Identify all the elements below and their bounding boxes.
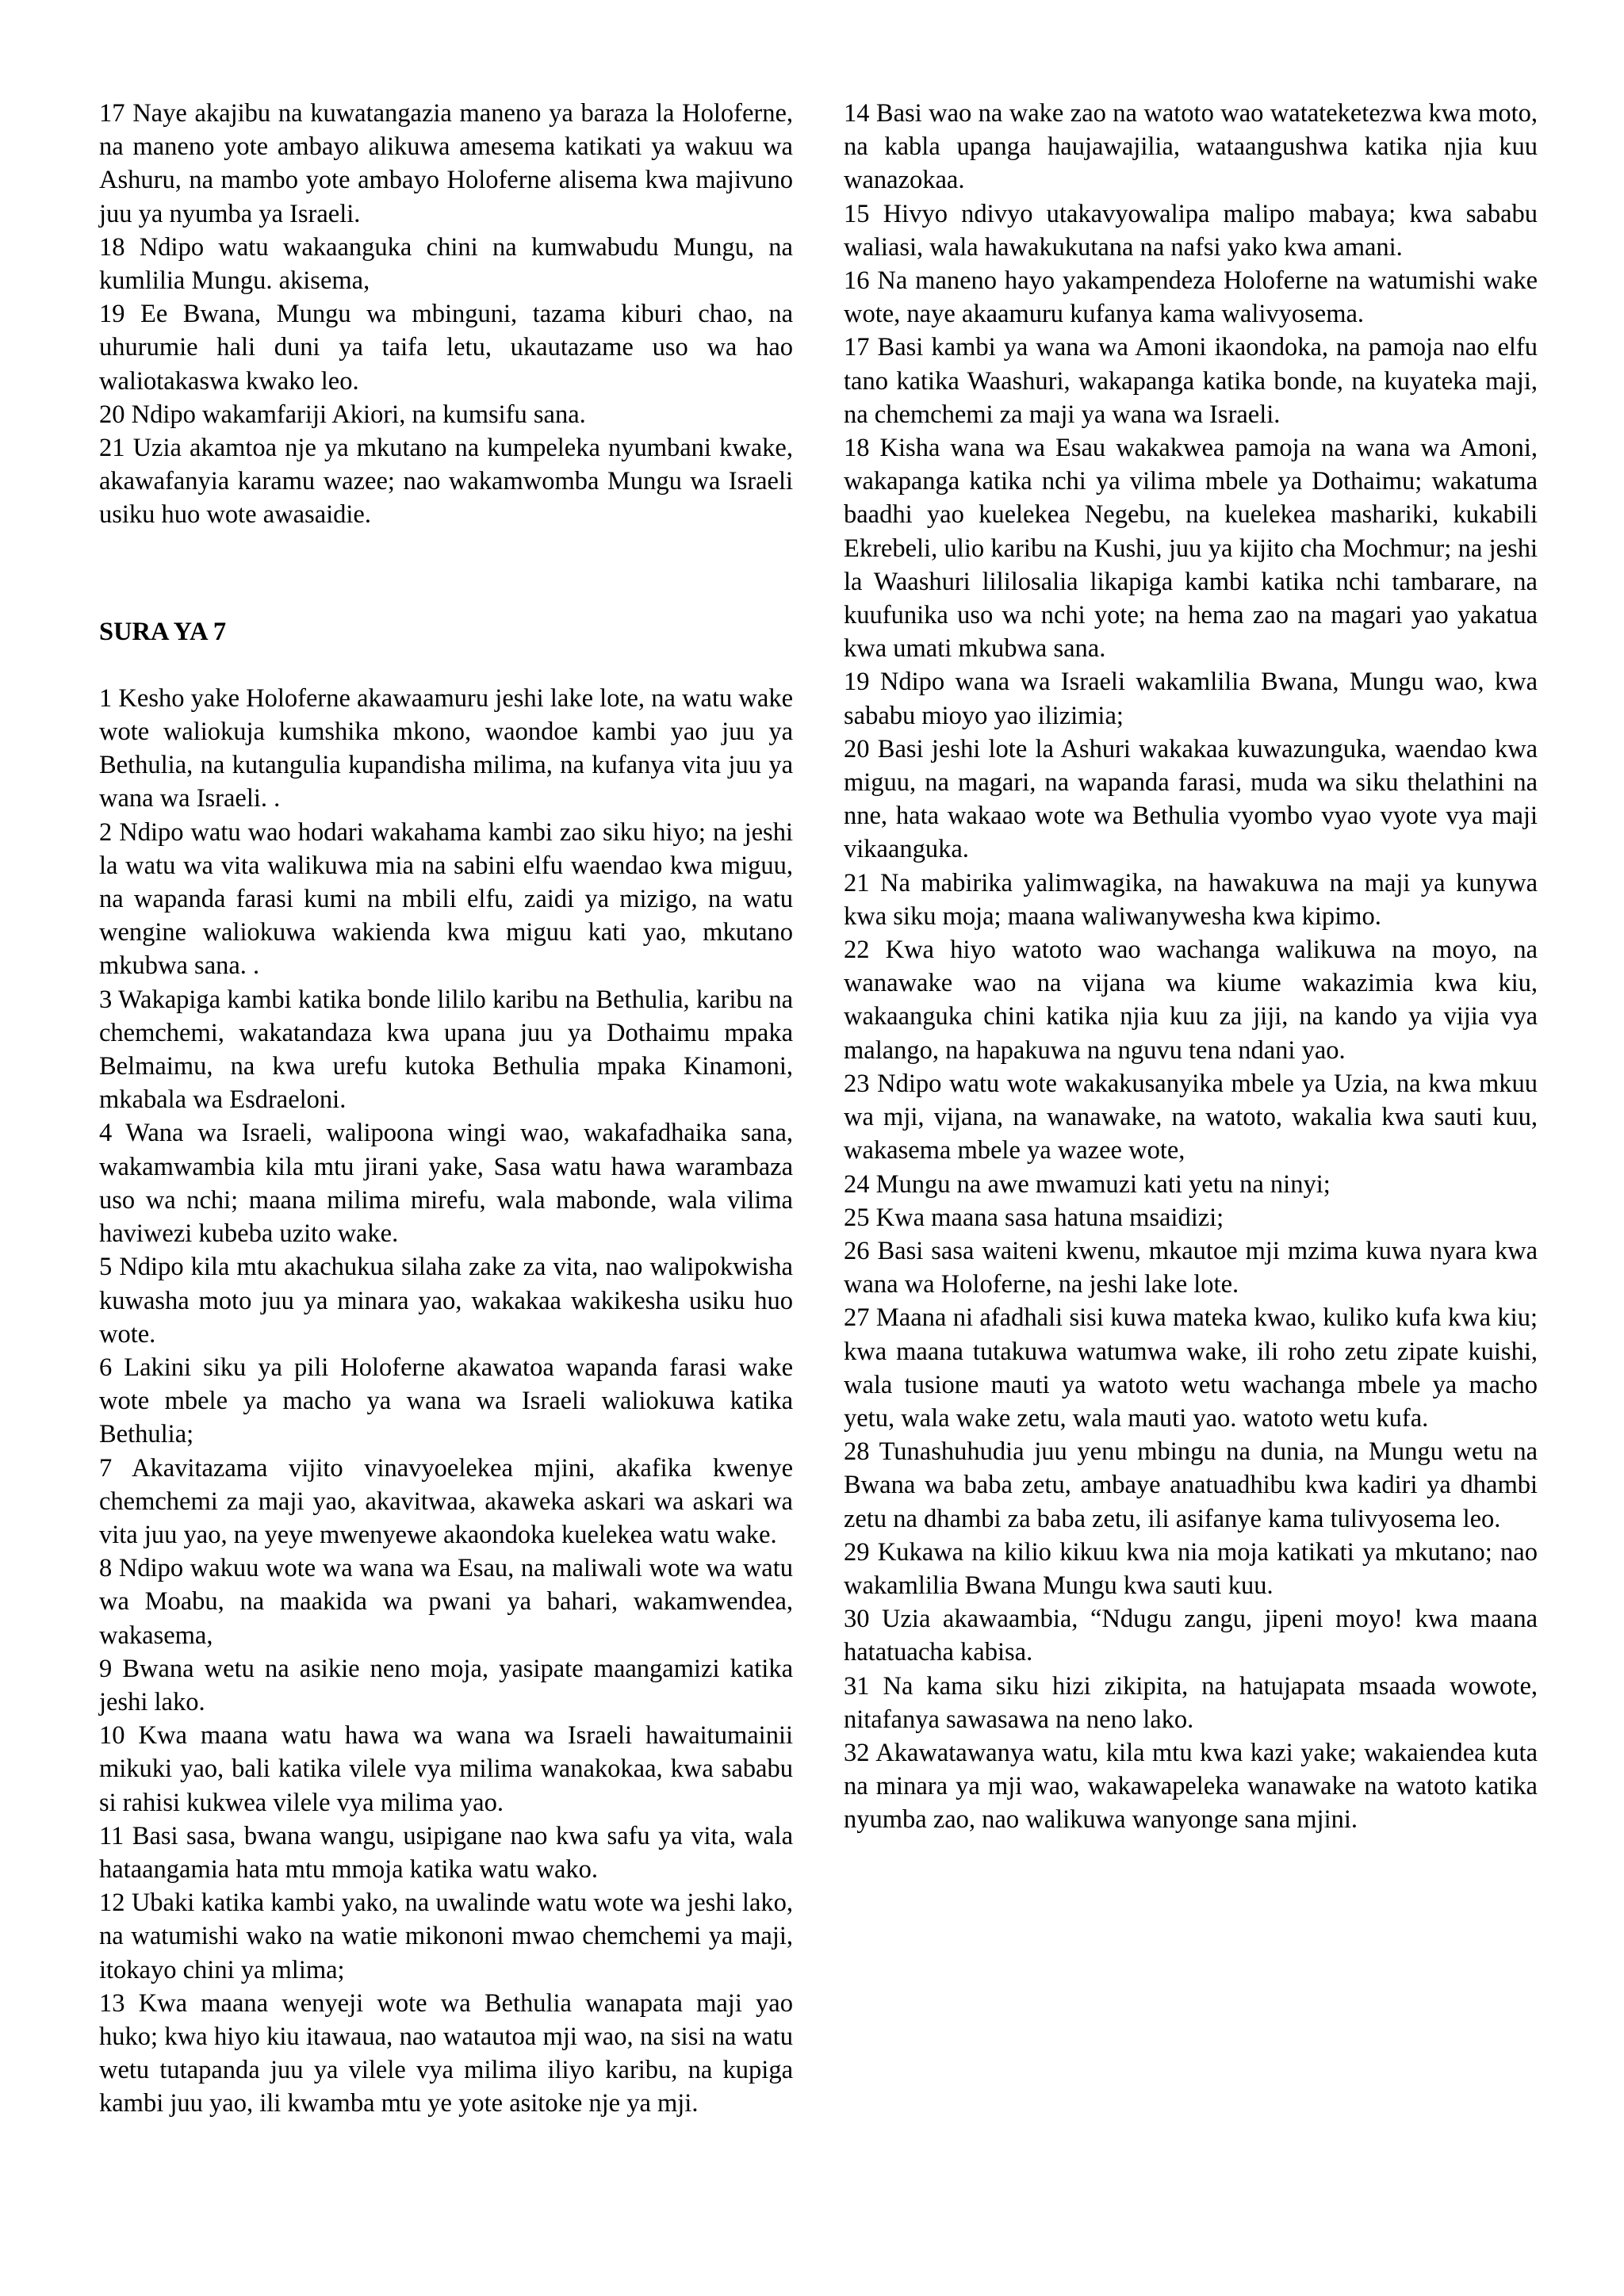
verse: 3 Wakapiga kambi katika bonde lililo karibu na Bethulia, karibu na chemchemi, wakatandaza kwa upana juu ya Dothaimu mpaka Belmaimu, na kwa urefu kutoka Bethulia mpaka Kinamoni, mkabala wa Esdraeloni. (99, 985, 793, 1115)
spacer (99, 649, 793, 682)
left-column (99, 97, 793, 2121)
chapter-heading: SURA YA 7 (99, 617, 227, 646)
verse: 6 Lakini siku ya pili Holoferne akawatoa wapanda farasi wake wote mbele ya macho ya wana wa Israeli waliokuwa katika Bethulia; (99, 1353, 793, 1449)
verse: 7 Akavitazama vijito vinavyoelekea mjini, akafika kwenye chemchemi za maji yao, akavitwaa, akaweka askari wa askari wa vita juu yao, na yeye mwenyewe akaondoka kuelekea watu wake. (99, 1453, 793, 1549)
verse: 11 Basi sasa, bwana wangu, usipigane nao kwa safu ya vita, wala hataangamia hata mtu mmoja katika watu wako. (99, 1821, 793, 1884)
verse: 20 Basi jeshi lote la Ashuri wakakaa kuwazunguka, waendao kwa miguu, na magari, na wapanda farasi, muda wa siku thelathini na nne, hata wakaao wote wa Bethulia vyombo vyao vyote vya maji vikaanguka. (844, 734, 1538, 864)
verse: 21 Na mabirika yalimwagika, na hawakuwa na maji ya kunywa kwa siku moja; maana waliwanywesha kwa kipimo. (844, 868, 1538, 931)
verse: 21 Uzia akamtoa nje ya mkutano na kumpeleka nyumbani kwake, akawafanyia karamu wazee; nao wakamwomba Mungu wa Israeli usiku huo wote awasaidie. (99, 434, 793, 530)
verse: 12 Ubaki katika kambi yako, na uwalinde watu wote wa jeshi lako, na watumishi wako na watie mikononi mwao chemchemi ya maji, itokayo chini ya mlima; (99, 1888, 793, 1984)
verse: 22 Kwa hiyo watoto wao wachanga walikuwa na moyo, na wanawake wao na vijana wa kiume wakazimia kwa kiu, wakaanguka chini katika njia kuu za jiji, na kando ya vijia vya malango, na hapakuwa na nguvu tena ndani yao. (844, 936, 1538, 1065)
verse: 20 Ndipo wakamfariji Akiori, na kumsifu sana. (99, 400, 586, 429)
verse: 18 Kisha wana wa Esau wakakwea pamoja na wana wa Amoni, wakapanga katika nchi ya vilima mbele ya Dothaimu; wakatuma baadhi yao kuelekea Negebu, na kuelekea mashariki, kukabili Ekrebeli, ulio karibu na Kushi, juu ya kijito cha Mochmur; na jeshi la Waashuri lililosalia likapiga kambi katika nchi tambarare, na kuufunika uso wa nchi yote; na hema zao na magari yao yakatua kwa umati mkubwa sana. (844, 434, 1538, 664)
verse: 5 Ndipo kila mtu akachukua silaha zake za vita, nao walipokwisha kuwasha moto juu ya minara yao, wakakaa wakikesha usiku huo wote. (99, 1253, 793, 1349)
verse: 17 Naye akajibu na kuwatangazia maneno ya baraza la Holoferne, na maneno yote ambayo alikuwa amesema katikati ya wakuu wa Ashuru, na mambo yote ambayo Holoferne alisema kwa majivuno juu ya nyumba ya Israeli. (99, 99, 793, 228)
verse: 10 Kwa maana watu hawa wa wana wa Israeli hawaitumainii mikuki yao, bali katika vilele vya milima wanakokaa, kwa sababu si rahisi kukwea vilele vya milima yao. (99, 1721, 793, 1817)
verse: 19 Ndipo wana wa Israeli wakamlilia Bwana, Mungu wao, kwa sababu mioyo yao ilizimia; (844, 668, 1538, 730)
verse: 23 Ndipo watu wote wakakusanyika mbele ya Uzia, na kwa mkuu wa mji, vijana, na wanawake, na watoto, wakalia kwa sauti kuu, wakasema mbele ya wazee wote, (844, 1069, 1538, 1165)
spacer (99, 532, 793, 615)
verse: 4 Wana wa Israeli, walipoona wingi wao, wakafadhaika sana, wakamwambia kila mtu jirani yake, Sasa watu hawa warambaza uso wa nchi; maana milima mirefu, wala mabonde, wala vilima haviwezi kubeba uzito wake. (99, 1119, 793, 1249)
verse: 15 Hivyo ndivyo utakavyowalipa malipo mabaya; kwa sababu waliasi, wala hawakukutana na nafsi yako kwa amani. (844, 199, 1538, 262)
verse-list-after-heading (99, 682, 793, 2121)
verse: 32 Akawatawanya watu, kila mtu kwa kazi yake; wakaiendea kuta na minara ya mji wao, wakawapeleka wanawake na watoto katika nyumba zao, nao walikuwa wanyonge sana mjini. (844, 1738, 1538, 1835)
verse: 28 Tunashuhudia juu yenu mbingu na dunia, na Mungu wetu na Bwana wa baba zetu, ambaye anatuadhibu kwa kadiri ya dhambi zetu na dhambi za baba zetu, ili asifanye kama tulivyosema leo. (844, 1437, 1538, 1533)
verse: 2 Ndipo watu wao hodari wakahama kambi zao siku hiyo; na jeshi la watu wa vita walikuwa mia na sabini elfu waendao kwa miguu, na wapanda farasi kumi na mbili elfu, zaidi ya mizigo, na watu wengine waliokuwa wakienda kwa miguu kati yao, mkutano mkubwa sana. . (99, 817, 793, 981)
verse: 17 Basi kambi ya wana wa Amoni ikaondoka, na pamoja nao elfu tano katika Waashuri, wakapanga katika bonde, na kuyateka maji, na chemchemi za maji ya wana wa Israeli. (844, 333, 1538, 429)
verse: 1 Kesho yake Holoferne akawaamuru jeshi lake lote, na watu wake wote waliokuja kumshika mkono, waondoe kambi yao juu ya Bethulia, na kutangulia kupandisha milima, na kufanya vita juu ya wana wa Israeli. . (99, 683, 793, 813)
right-column (844, 97, 1538, 1837)
verse: 31 Na kama siku hizi zikipita, na hatujapata msaada wowote, nitafanya sawasawa na neno lako. (844, 1671, 1538, 1734)
verse: 24 Mungu na awe mwamuzi kati yetu na ninyi; (844, 1169, 1331, 1199)
verse: 18 Ndipo watu wakaanguka chini na kumwabudu Mungu, na kumlilia Mungu. akisema, (99, 232, 793, 296)
verse: 19 Ee Bwana, Mungu wa mbinguni, tazama kiburi chao, na uhurumie hali duni ya taifa letu, ukautazame uso wa hao waliotakaswa kwako leo. (99, 300, 793, 396)
verse-list (844, 97, 1538, 1837)
verse: 14 Basi wao na wake zao na watoto wao watateketezwa kwa moto, na kabla upanga haujawajilia, wataangushwa katika njia kuu wanazokaa. (844, 99, 1538, 195)
verse: 30 Uzia akawaambia, “Ndugu zangu, jipeni moyo! kwa maana hatatuacha kabisa. (844, 1605, 1538, 1667)
verse: 8 Ndipo wakuu wote wa wana wa Esau, na maliwali wote wa watu wa Moabu, na maakida wa pwani ya bahari, wakamwendea, wakasema, (99, 1554, 793, 1650)
verse: 29 Kukawa na kilio kikuu kwa nia moja katikati ya mkutano; nao wakamlilia Bwana Mungu kwa sauti kuu. (844, 1537, 1538, 1600)
verse: 9 Bwana wetu na asikie neno moja, yasipate maangamizi katika jeshi lako. (99, 1654, 793, 1716)
verse: 25 Kwa maana sasa hatuna msaidizi; (844, 1203, 1224, 1232)
verse: 13 Kwa maana wenyeji wote wa Bethulia wanapata maji yao huko; kwa hiyo kiu itawaua, nao watautoa mji wao, na sisi na watu wetu tutapanda juu ya vilele vya milima iliyo karibu, na kupiga kambi juu yao, ili kwamba mtu ye yote asitoke nje ya mji. (99, 1988, 793, 2118)
verse: 26 Basi sasa waiteni kwenu, mkautoe mji mzima kuwa nyara kwa wana wa Holoferne, na jeshi lake lote. (844, 1236, 1538, 1299)
verse: 27 Maana ni afadhali sisi kuwa mateka kwao, kuliko kufa kwa kiu; kwa maana tutakuwa watumwa wake, ili roho zetu zipate kuishi, wala tusione mauti ya watoto wetu wachanga mbele ya macho yetu, wala wake zetu, wala mauti yao. watoto wetu kufa. (844, 1303, 1538, 1433)
verse: 16 Na maneno hayo yakampendeza Holoferne na watumishi wake wote, naye akaamuru kufanya kama walivyosema. (844, 266, 1538, 329)
verse-list-before-heading (99, 97, 793, 532)
